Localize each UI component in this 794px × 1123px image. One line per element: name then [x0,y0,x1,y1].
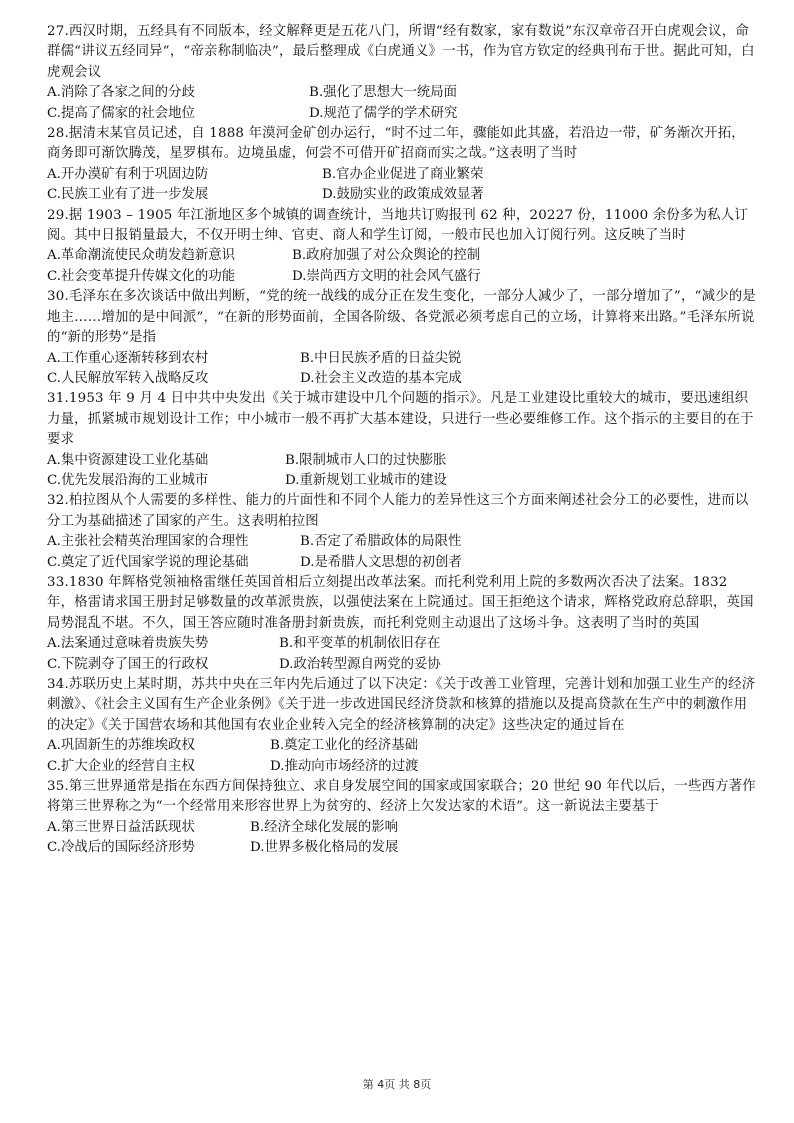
option-b: B.强化了思想大一统局面 [309,85,458,101]
question-stem: 32.柏拉图从个人需要的多样性、能力的片面性和不同个人能力的差异性这三个方面来阐述社会分工的必要性，进而以分工为基础描述了国家的产生。这表明柏拉图 [47,493,749,529]
question-30 [47,287,757,389]
question-stem: 29.据 1903 – 1905 年江浙地区多个城镇的调查统计，当地共订购报刊 62 种，20227 份，11000 余份多为私人订阅。其中日报销量最大，不仅开明士绅、官吏、商人和学生订阅，一般市民也加入订阅行列。这反映了当时 [47,207,748,244]
option-a: A.巩固新生的苏维埃政权 [47,738,195,754]
option-d: D.社会主义改造的基本完成 [300,370,462,386]
option-b: B.否定了希腊政体的局限性 [300,534,462,550]
option-d: D.鼓励实业的政策成效显著 [322,187,484,203]
option-c: C.冷战后的国际经济形势 [47,840,195,856]
option-c: C.优先发展沿海的工业城市 [47,472,209,488]
options [47,246,757,287]
option-b: B.经济全球化发展的影响 [250,819,399,835]
option-c: C.社会变革提升传媒文化的功能 [47,268,236,284]
option-a: A.法案通过意味着贵族失势 [47,636,209,652]
question-stem: 34.苏联历史上某时期，苏共中央在三年内先后通过了以下决定：《关于改善工业管理，完善计划和加强工业生产的经济刺激》、《社会主义国有生产企业条例》《关于进一步改进国民经济贷款和核算的措施以及提高贷款在生产中的刺激作用的决定》《关于国营农场和其他国有农业企业转入完全的经济核算制的决定》这些决定的通过旨在 [47,677,756,733]
question-33 [47,573,757,675]
option-b: B.中日民族矛盾的日益尖锐 [300,350,462,366]
exam-page [47,22,757,859]
question-34 [47,675,757,777]
options [47,532,757,573]
question-stem: 35.第三世界通常是指在东西方间保持独立、求自身发展空间的国家或国家联合；20 世纪 90 年代以后，一些西方著作将第三世界称之为“一个经常用来形容世界上为贫穷的、经济上欠发达家的术语”。这一新说法主要基于 [47,779,756,815]
question-27 [47,22,757,124]
question-35 [47,777,757,859]
question-29 [47,206,757,288]
option-a: A.开办漠矿有利于巩固边防 [47,166,209,182]
option-a: A.集中资源建设工业化基础 [47,452,209,468]
option-d: D.世界多极化格局的发展 [250,840,399,856]
question-stem: 30.毛泽东在多次谈话中做出判断，“党的统一战线的成分正在发生变化，一部分人减少了，一部分增加了”，“减少的是地主……增加的是中间派”，“在新的形势面前，全国各阶级、各党派必须考虑自己的立场，计算将来出路。”毛泽东所说的“新的形势”是指 [47,289,756,346]
question-stem: 31.1953 年 9 月 4 日中共中央发出《关于城市建设中几个问题的指示》。凡是工业建设比重较大的城市，要迅速组织力量，抓紧城市规划设计工作；中小城市一般不再扩大基本建设，只进行一些必要维修工作。这个指示的主要目的在于要求 [47,391,754,448]
option-c: C.下院剥夺了国王的行政权 [47,656,209,672]
option-d: D.崇尚西方文明的社会风气盛行 [292,268,481,284]
option-c: C.提高了儒家的社会地位 [47,105,195,121]
options [47,349,757,390]
option-d: D.政治转型源自两党的妥协 [279,656,441,672]
option-c: C.人民解放军转入战略反攻 [47,370,209,386]
option-c: C.民族工业有了进一步发展 [47,187,209,203]
question-stem: 28.据清末某官员记述，自 1888 年漠河金矿创办运行，“时不过二年，骤能如此其盛，若沿边一带，矿务渐次开拓，商务即可渐饮腾茂，星罗棋布。边境虽虚，何尝不可借开矿招商而实之哉。”这表明了当时 [47,126,745,162]
option-b: B.奠定工业化的经济基础 [270,738,419,754]
option-a: A.消除了各家之间的分歧 [47,85,195,101]
question-stem: 27.西汉时期，五经具有不同版本，经文解释更是五花八门，所谓“经有数家，家有数说”东汉章帝召开白虎观会议，命群儒“讲议五经同异”，“帝亲称制临决”，最后整理成《白虎通义》一书，作为官方钦定的经典刊布于世。据此可知，白虎观会议 [47,24,755,80]
question-32 [47,491,757,573]
option-c: C.扩大企业的经营自主权 [47,758,195,774]
question-stem: 33.1830 年辉格党领袖格雷继任英国首相后立刻提出改革法案。而托利党利用上院的多数两次否决了法案。1832 年，格雷请求国王册封足够数量的改革派贵族，以强使法案在上院通过。国王拒绝这个请求，辉格党政府总辞职，英国局势混乱不堪。不久，国王答应随时准备册封新贵族，而托利党则主动退出了这场斗争。这表明了当时的英国 [47,574,754,631]
option-b: B.政府加强了对公众舆论的控制 [292,248,481,264]
option-a: A.第三世界日益活跃现状 [47,819,195,835]
question-31 [47,389,757,491]
options [47,451,757,492]
page-footer: 第 4页 共 8页 [362,1078,432,1091]
option-b: B.官办企业促进了商业繁荣 [322,166,484,182]
options [47,736,757,777]
option-d: D.规范了儒学的学术研究 [309,105,458,121]
question-28 [47,124,757,206]
options [47,165,757,206]
options [47,83,757,124]
option-a: A.革命潮流使民众萌发趋新意识 [47,248,236,264]
option-b: B.限制城市人口的过快膨胀 [285,452,447,468]
option-d: D.是希腊人文思想的初创者 [300,554,462,570]
option-a: A.工作重心逐渐转移到农村 [47,350,209,366]
option-d: D.推动向市场经济的过渡 [270,758,419,774]
options [47,634,757,675]
option-d: D.重新规划工业城市的建设 [285,472,447,488]
option-c: C.奠定了近代国家学说的理论基础 [47,554,249,570]
option-b: B.和平变革的机制依旧存在 [279,636,441,652]
option-a: A.主张社会精英治理国家的合理性 [47,534,249,550]
options [47,818,757,859]
